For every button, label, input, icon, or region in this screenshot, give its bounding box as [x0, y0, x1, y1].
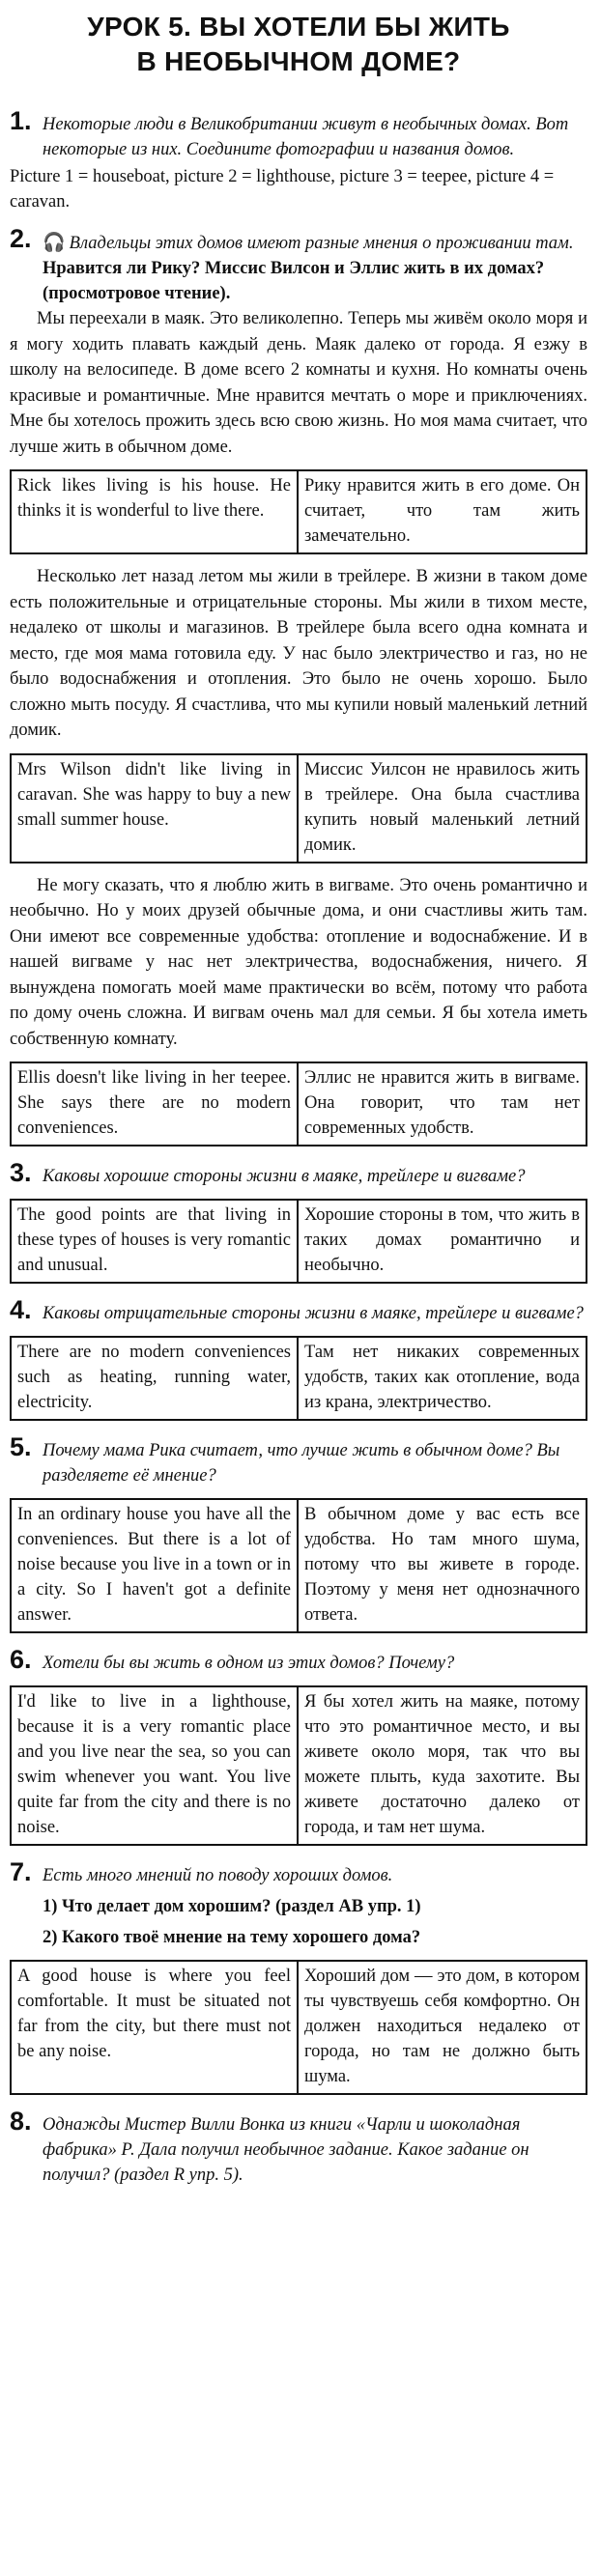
answer-english: There are no modern conveniences such as heating, running water, electricity.	[12, 1338, 299, 1419]
answer-table	[10, 1336, 587, 1421]
lesson-title	[10, 10, 587, 79]
answer-english: I'd like to live in a lighthouse, because it is a very romantic place and you live near the sea, so you can swim whenever you want. You live quite far from the city and there is no noise.	[12, 1687, 299, 1844]
task-6	[10, 1645, 587, 1676]
title-line-2: В НЕОБЫЧНОМ ДОМЕ?	[136, 46, 461, 76]
answer-table	[10, 1685, 587, 1846]
task-1	[10, 106, 587, 162]
task-1-answer: Picture 1 = houseboat, picture 2 = lighthouse, picture 3 = teepee, picture 4 = caravan.	[10, 167, 555, 212]
answer-english: The good points are that living in these types of houses is very romantic and unusual.	[12, 1201, 299, 1282]
task-instruction: Есть много мнений по поводу хороших домов.	[43, 1866, 393, 1885]
task-number: 5.	[10, 1432, 32, 1461]
text-paragraph-wilson: Несколько лет назад летом мы жили в трейлере. В жизни в таком доме есть положительные и отрицательные стороны. Мы жили в тихом месте, недалеко от школы и магазинов. В трейлере была всего одна комната и место, где моя мама готовила еду. У нас было электричество и газ, но не было водоснабжения и отопления. Это было не очень хорошо. Было сложно мыть посуду. Я счастлива, что мы купили новый маленький летний домик.	[10, 567, 587, 740]
answer-table	[10, 1498, 587, 1633]
text-paragraph-rick: Мы переехали в маяк. Это великолепно. Теперь мы живём около моря и я могу ходить плавать каждый день. Маяк далеко от города. Я езжу в школу на велосипеде. В доме всего 2 комнаты и кухня. Но комнаты очень красивые и романтичные. Мне нравится мечтать о море и приключениях. Мне бы хотелось прожить здесь всю свою жизнь. Но моя мама считает, что лучше жить в обычном доме.	[10, 309, 587, 457]
answer-table	[10, 1960, 587, 2095]
task-8	[10, 2107, 587, 2188]
task-instruction: Каковы хорошие стороны жизни в маяке, трейлере и вигваме?	[43, 1167, 526, 1186]
headphones-icon: 🎧	[43, 232, 66, 253]
task-number: 3.	[10, 1158, 32, 1187]
answer-russian: Хорошие стороны в том, что жить в таких домах романтично и необычно.	[304, 1205, 580, 1275]
answer-russian: Я бы хотел жить на маяке, потому что это романтичное место, и вы живете около моря, так что вы можете плыть, куда захотите. Вы живете достаточно далеко от города, и там нет шума.	[304, 1692, 580, 1837]
text-paragraph-ellis: Не могу сказать, что я люблю жить в вигваме. Это очень романтично и необычно. Но у моих друзей обычные дома, и они счастливы жить там. Они имеют все современные удобства: отопление и водоснабжение. И в нашей вигваме у нас нет электричества, водоснабжения, ничего. Я вынуждена помогать моей маме практически во всём, потому что работа по дому очень сложна. И вигвам очень мал для семьи. Я бы хотела иметь собственную комнату.	[10, 875, 587, 1049]
task-instruction: Некоторые люди в Великобритании живут в необычных домах. Вот некоторые из них. Соедините фотографии и названия домов.	[43, 115, 569, 159]
task-number: 4.	[10, 1295, 32, 1324]
task-7	[10, 1857, 587, 1888]
task-instruction: Почему мама Рика считает, что лучше жить в обычном доме? Вы разделяете её мнение?	[43, 1441, 560, 1486]
task-number: 1.	[10, 106, 32, 135]
task-2	[10, 224, 587, 306]
answer-english: Mrs Wilson didn't like living in caravan. She was happy to buy a new small summer house.	[12, 755, 299, 862]
answer-table	[10, 469, 587, 554]
task-number: 8.	[10, 2107, 32, 2136]
task-number: 7.	[10, 1857, 32, 1886]
task-question: Нравится ли Рику? Миссис Вилсон и Эллис жить в их домах? (просмотровое чтение).	[43, 259, 545, 303]
task-instruction: Владельцы этих домов имеют разные мнения о проживании там.	[69, 234, 574, 253]
subquestion-1: 1) Что делает дом хорошим? (раздел AB упр. 1)	[43, 1897, 421, 1916]
answer-russian: Там нет никаких современных удобств, таких как отопление, вода из крана, электричество.	[304, 1343, 580, 1412]
answer-english: A good house is where you feel comfortable. It must be situated not far from the city, but there must not be any noise.	[12, 1962, 299, 2093]
subquestion-2: 2) Какого твоё мнение на тему хорошего дома?	[43, 1928, 421, 1947]
task-4	[10, 1295, 587, 1326]
title-line-1: УРОК 5. ВЫ ХОТЕЛИ БЫ ЖИТЬ	[87, 12, 510, 42]
task-number: 6.	[10, 1645, 32, 1674]
task-number: 2.	[10, 224, 32, 253]
answer-table	[10, 1062, 587, 1146]
task-3	[10, 1158, 587, 1189]
answer-english: In an ordinary house you have all the conveniences. But there is a lot of noise because you live in a town or in a city. So I haven't got a definite answer.	[12, 1500, 299, 1631]
answer-russian: В обычном доме у вас есть все удобства. Но там много шума, потому что вы живете в городе. Поэтому у меня нет однозначного ответа.	[304, 1505, 580, 1625]
answer-russian: Миссис Уилсон не нравилось жить в трейлере. Она была счастлива купить новый маленький летний домик.	[304, 759, 580, 855]
answer-russian: Эллис не нравится жить в вигваме. Она говорит, что там нет современных удобств.	[304, 1068, 580, 1138]
answer-english: Ellis doesn't like living in her teepee. She says there are no modern conveniences.	[12, 1063, 299, 1145]
task-instruction: Однажды Мистер Вилли Вонка из книги «Чарли и шоколадная фабрика» Р. Дала получил необычное задание. Какое задание он получил? (раздел R упр. 5).	[43, 2115, 529, 2185]
answer-table	[10, 753, 587, 863]
answer-russian: Хороший дом — это дом, в котором ты чувствуешь себя комфортно. Он должен находиться недалеко от города, но там не должно быть шума.	[304, 1967, 580, 2086]
answer-table	[10, 1199, 587, 1284]
task-instruction: Каковы отрицательные стороны жизни в маяке, трейлере и вигваме?	[43, 1304, 584, 1323]
task-instruction: Хотели бы вы жить в одном из этих домов? Почему?	[43, 1654, 455, 1673]
answer-russian: Рику нравится жить в его доме. Он считает, что там жить замечательно.	[304, 476, 580, 546]
task-5	[10, 1432, 587, 1488]
answer-english: Rick likes living is his house. He thinks it is wonderful to live there.	[12, 471, 299, 552]
